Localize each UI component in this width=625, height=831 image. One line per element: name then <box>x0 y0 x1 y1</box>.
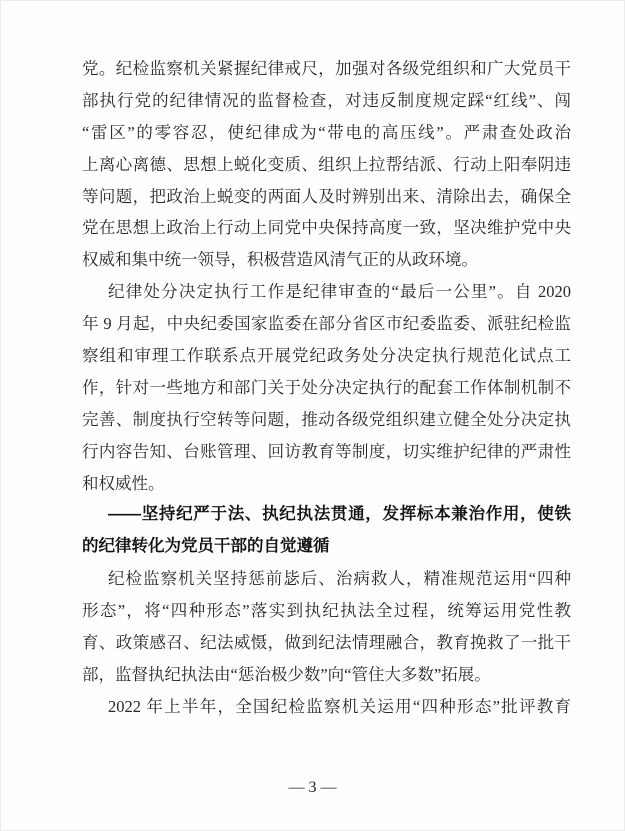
text-line: 权威和集中统一领导，积极营造风清气正的从政环境。 <box>82 250 478 270</box>
page-footer <box>1 778 624 798</box>
page-content <box>82 53 571 723</box>
text-line: 纪检监察机关坚持惩前毖后、治病救人，精准规范运用“四种 <box>108 569 571 589</box>
text-line: 行内容告知、台账管理、回访教育等制度，切实维护纪律的严肃性 <box>82 441 571 461</box>
text-line: 和权威性。 <box>82 473 165 493</box>
text-line: ——坚持纪严于法、执纪执法贯通，发挥标本兼治作用，使铁 <box>108 505 571 524</box>
text-line: 纪律处分决定执行工作是纪律审查的“最后一公里”。自 2020 <box>108 282 571 302</box>
text-line: 作，针对一些地方和部门关于处分决定执行的配套工作体制机制不 <box>82 377 571 397</box>
text-line: 年 9 月起，中央纪委国家监委在部分省区市纪委监委、派驻纪检监 <box>82 314 571 334</box>
text-line: 部执行党的纪律情况的监督检查，对违反制度规定踩“红线”、闯 <box>82 90 571 110</box>
text-line: 部，监督执纪执法由“惩治极少数”向“管住大多数”拓展。 <box>82 664 491 684</box>
text-line: “雷区”的零容忍，使纪律成为“带电的高压线”。严肃查处政治 <box>82 122 571 142</box>
text-line: 育、政策感召、纪法威慑，做到纪法情理融合，教育挽救了一批干 <box>82 633 571 653</box>
text-line: 的纪律转化为党员干部的自觉遵循 <box>82 537 330 556</box>
text-line: 上离心离德、思想上蜕化变质、组织上拉帮结派、行动上阳奉阴违 <box>82 154 571 174</box>
text-line: 2022 年上半年，全国纪检监察机关运用“四种形态”批评教育 <box>108 696 571 716</box>
text-line: 党。纪检监察机关紧握纪律戒尺，加强对各级党组织和广大党员干 <box>82 59 571 78</box>
page-number: — 3 — <box>288 779 337 796</box>
text-line: 完善、制度执行空转等问题，推动各级党组织建立健全处分决定执 <box>82 409 571 429</box>
text-line: 党在思想上政治上行动上同党中央保持高度一致，坚决维护党中央 <box>82 218 571 238</box>
text-line: 察组和审理工作联系点开展党纪政务处分决定执行规范化试点工 <box>82 346 571 366</box>
text-line: 等问题，把政治上蜕变的两面人及时辨别出来、清除出去，确保全 <box>82 186 571 206</box>
text-line: 形态”，将“四种形态”落实到执纪执法全过程，统筹运用党性教 <box>82 601 571 621</box>
